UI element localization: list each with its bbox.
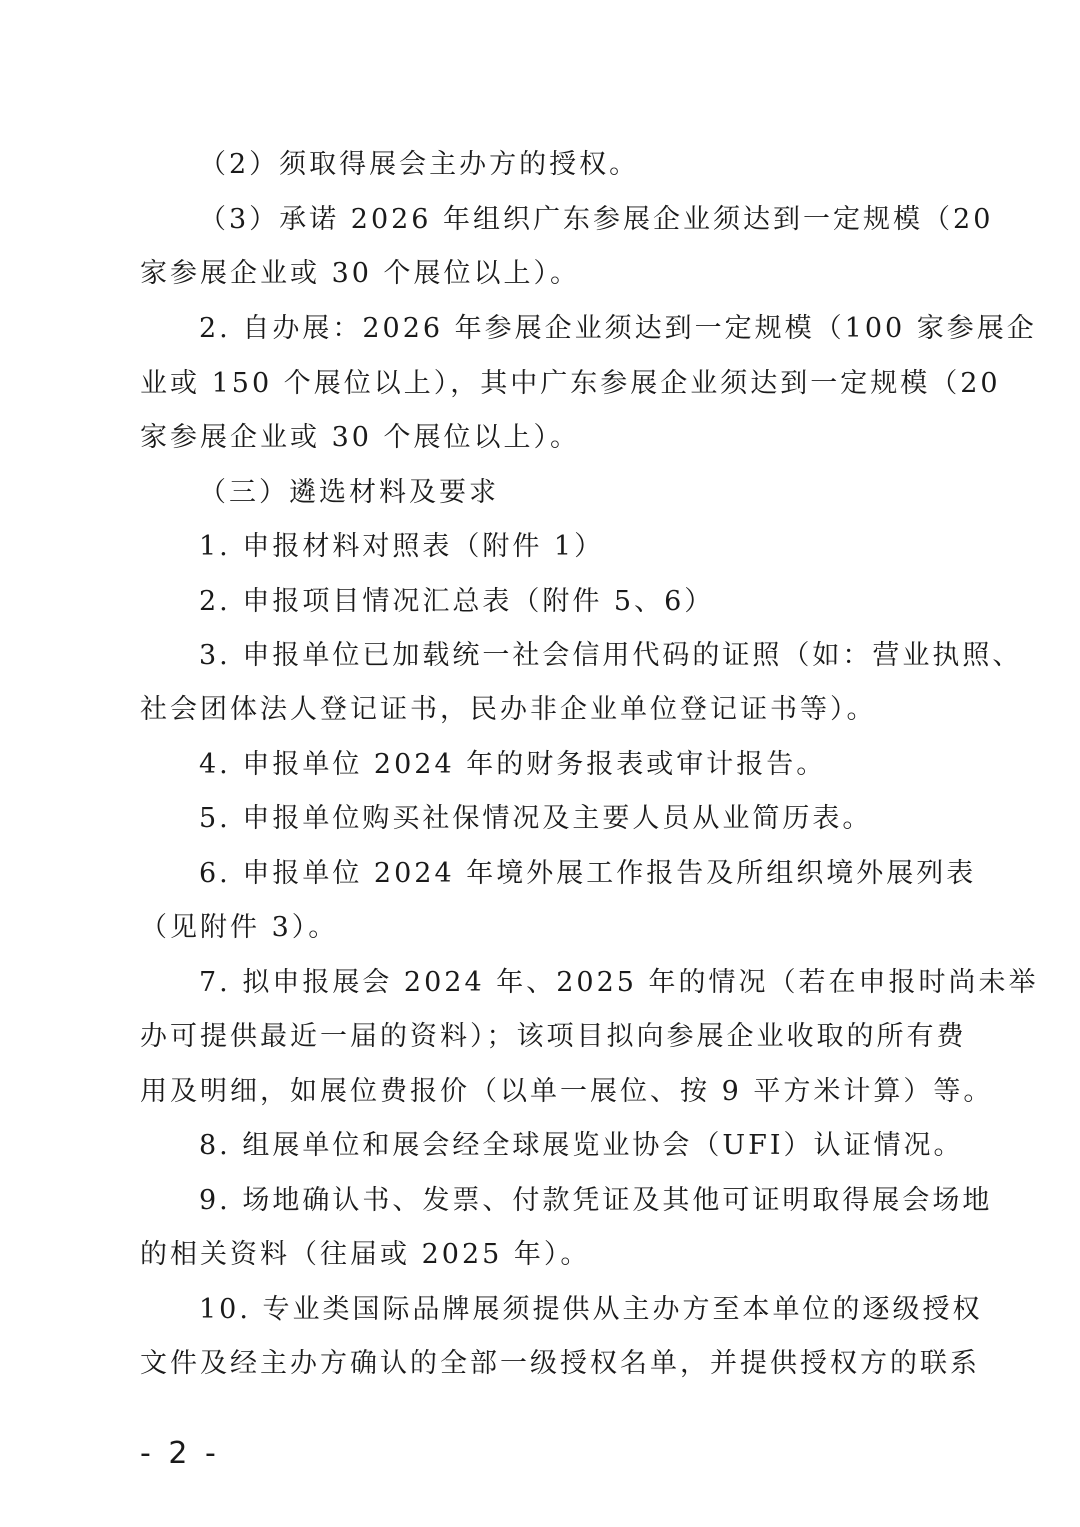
text-line: 的相关资料（往届或 2025 年）。 [140,1239,591,1270]
page-number: - 2 - [140,1436,220,1471]
list-item: 2. 申报项目情况汇总表（附件 5、6） [199,586,715,617]
list-item: 6. 申报单位 2024 年境外展工作报告及所组织境外展列表 [199,858,977,889]
text-line: 用及明细，如展位费报价（以单一展位、按 9 平方米计算）等。 [140,1076,994,1107]
text-line: （见附件 3）。 [140,912,339,943]
text-line: 文件及经主办方确认的全部一级授权名单，并提供授权方的联系 [140,1348,980,1379]
text-line: 家参展企业或 30 个展位以上）。 [140,258,581,289]
list-item: 8. 组展单位和展会经全球展览业协会（UFI）认证情况。 [199,1130,964,1161]
list-item: 7. 拟申报展会 2024 年、2025 年的情况（若在申报时尚未举 [199,967,1039,998]
text-line: 业或 150 个展位以上），其中广东参展企业须达到一定规模（20 [140,368,1001,399]
list-item: 3. 申报单位已加载统一社会信用代码的证照（如：营业执照、 [199,640,1023,671]
list-item: 10. 专业类国际品牌展须提供从主办方至本单位的逐级授权 [199,1294,983,1325]
text-line: 办可提供最近一届的资料）；该项目拟向参展企业收取的所有费 [140,1021,967,1052]
list-item: 5. 申报单位购买社保情况及主要人员从业简历表。 [199,803,873,834]
list-item: 9. 场地确认书、发票、付款凭证及其他可证明取得展会场地 [199,1185,993,1216]
list-item: 4. 申报单位 2024 年的财务报表或审计报告。 [199,749,827,780]
text-line: 社会团体法人登记证书，民办非企业单位登记证书等）。 [140,694,877,725]
section-heading: （三）遴选材料及要求 [199,477,499,508]
text-line: （2）须取得展会主办方的授权。 [199,149,640,180]
list-item: 1. 申报材料对照表（附件 1） [199,531,605,562]
text-line: 家参展企业或 30 个展位以上）。 [140,422,581,453]
text-line: 2. 自办展：2026 年参展企业须达到一定规模（100 家参展企 [199,313,1037,344]
text-line: （3）承诺 2026 年组织广东参展企业须达到一定规模（20 [199,204,994,235]
